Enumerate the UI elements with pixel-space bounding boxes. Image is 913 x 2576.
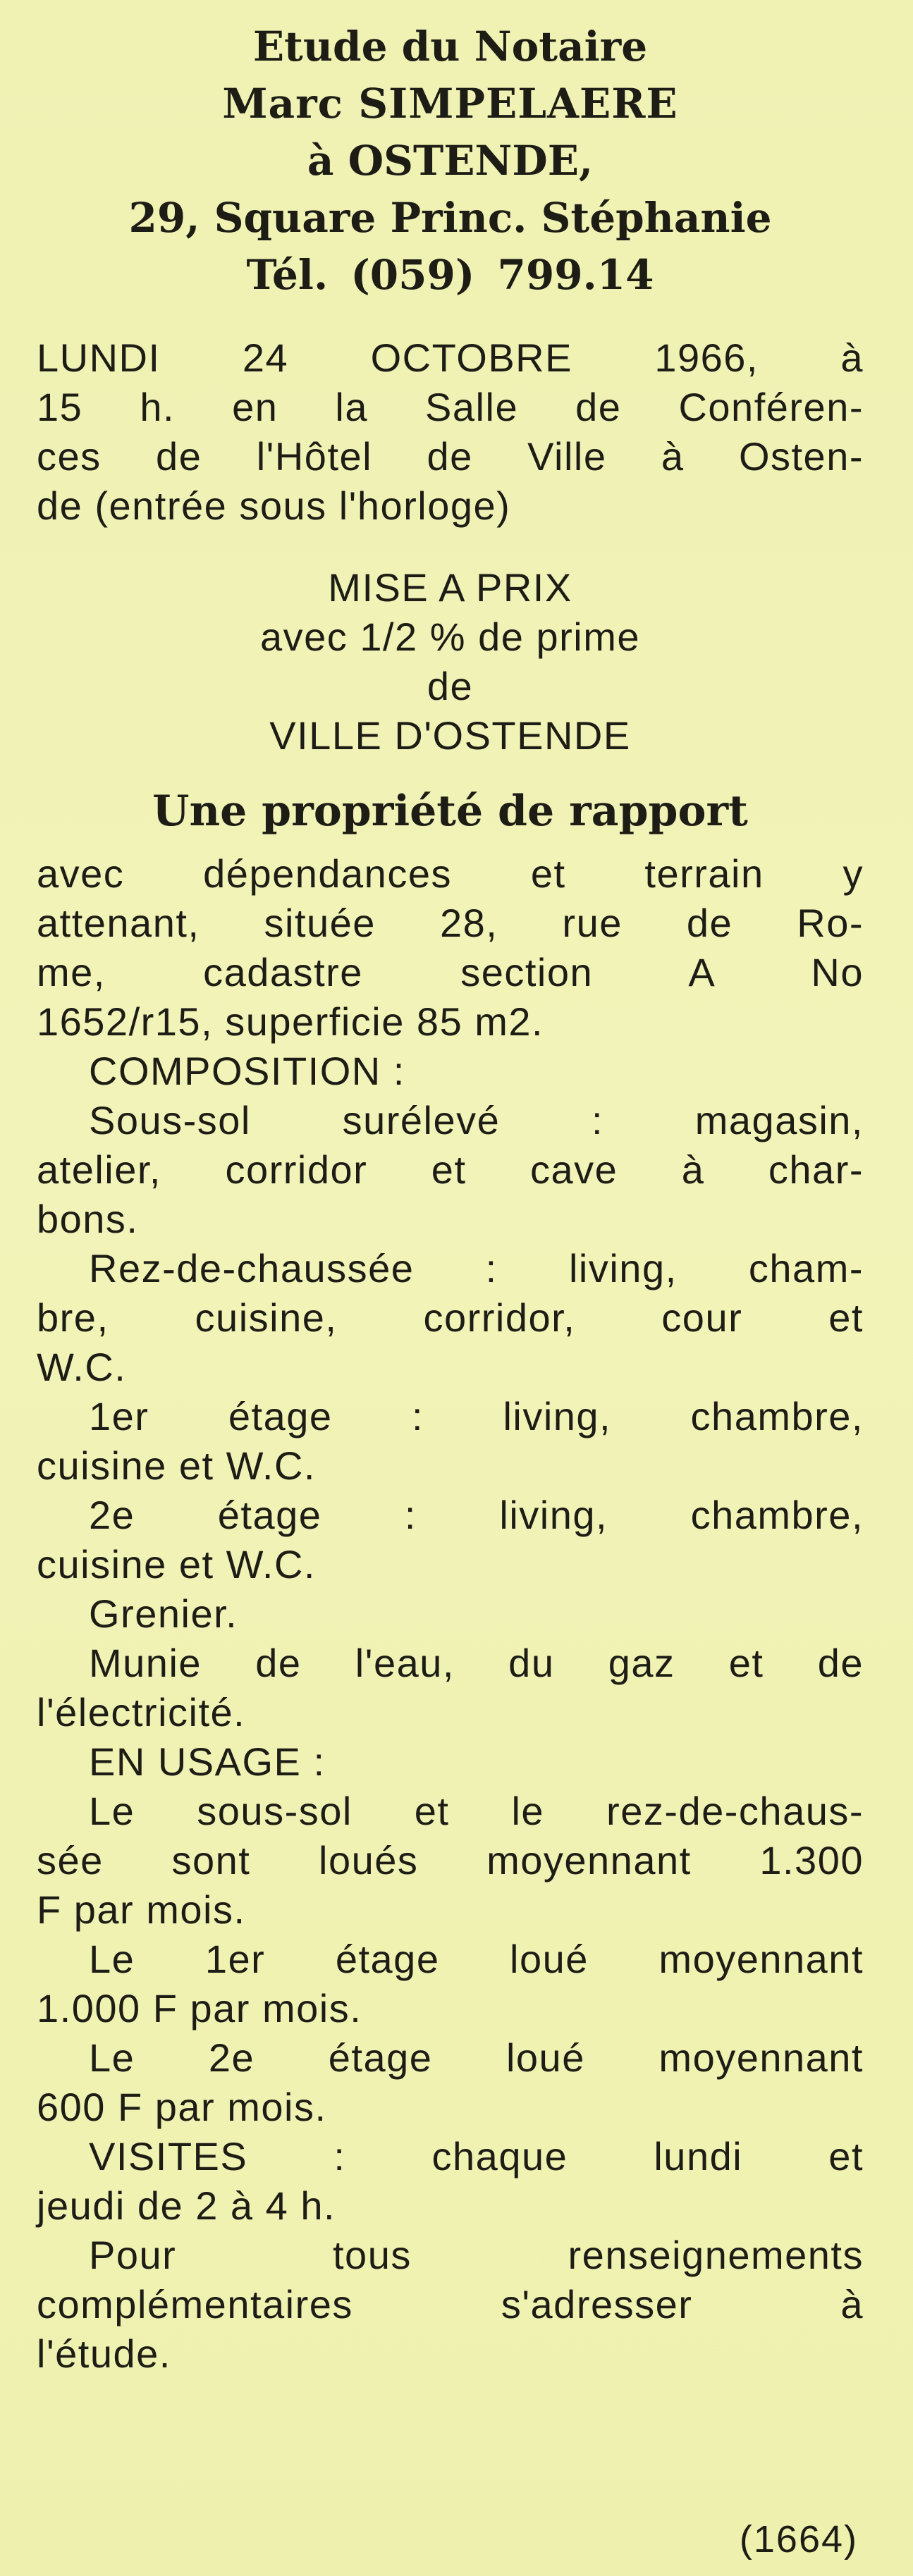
- description-line: Pour tous renseignements: [89, 2233, 864, 2277]
- description-line: avec dépendances et terrain y: [37, 851, 864, 896]
- description-line: EN USAGE :: [89, 1739, 326, 1784]
- notary-city: à OSTENDE,: [307, 137, 594, 185]
- description-line: VISITES : chaque lundi et: [89, 2134, 864, 2178]
- description-line: Le 2e étage loué moyennant: [89, 2035, 864, 2080]
- description-line: atelier, corridor et cave à char-: [37, 1147, 864, 1192]
- description-line: Le 1er étage loué moyennant: [89, 1937, 864, 1981]
- description-line: jeudi de 2 à 4 h.: [37, 2183, 336, 2228]
- description-line: W.C.: [37, 1345, 127, 1389]
- description-line: Munie de l'eau, du gaz et de: [89, 1641, 864, 1685]
- description-line: me, cadastre section A No: [37, 950, 864, 994]
- description-line: F par mois.: [37, 1887, 246, 1932]
- description-line: bre, cuisine, corridor, cour et: [37, 1295, 864, 1340]
- description-line: 1.000 F par mois.: [37, 1986, 362, 2030]
- mise-ville: VILLE D'OSTENDE: [269, 713, 631, 758]
- description-line: complémentaires s'adresser à: [37, 2282, 864, 2327]
- description-line: cuisine et W.C.: [37, 1443, 316, 1488]
- description-line: 1652/r15, superficie 85 m2.: [37, 999, 544, 1044]
- mise-prime: avec 1/2 % de prime: [260, 615, 640, 659]
- reference-number: (1664): [739, 2518, 858, 2560]
- description-line: 2e étage : living, chambre,: [89, 1493, 864, 1537]
- description-line: 1er étage : living, chambre,: [89, 1394, 864, 1438]
- description-line: Rez-de-chaussée : living, cham-: [89, 1246, 864, 1290]
- intro-line: de (entrée sous l'horloge): [37, 483, 511, 528]
- notary-header: [37, 18, 864, 304]
- mise-de: de: [427, 664, 474, 708]
- description-line: bons.: [37, 1197, 139, 1241]
- notary-name: Marc SIMPELAERE: [222, 80, 678, 128]
- notary-phone: Tél. (059) 799.14: [246, 251, 654, 299]
- notary-address: 29, Square Princ. Stéphanie: [128, 194, 772, 242]
- description-line: COMPOSITION :: [89, 1049, 405, 1093]
- description-line: Sous-sol surélevé : magasin,: [89, 1098, 864, 1142]
- intro-line: LUNDI 24 OCTOBRE 1966, à: [37, 335, 864, 380]
- mise-title: MISE A PRIX: [328, 565, 572, 610]
- property-title: Une propriété de rapport: [152, 787, 748, 836]
- intro-line: 15 h. en la Salle de Conféren-: [37, 385, 864, 429]
- description-line: l'étude.: [37, 2331, 171, 2376]
- description-line: 600 F par mois.: [37, 2085, 327, 2129]
- description-line: Le sous-sol et le rez-de-chaus-: [89, 1789, 864, 1833]
- description-line: Grenier.: [89, 1591, 238, 1636]
- sale-date-paragraph: [37, 333, 864, 531]
- header-title: Etude du Notaire: [252, 23, 648, 70]
- description-line: sée sont loués moyennant 1.300: [37, 1838, 864, 1882]
- description-line: attenant, située 28, rue de Ro-: [37, 901, 864, 945]
- mise-a-prix-block: [37, 563, 864, 760]
- description-line: l'électricité.: [37, 1690, 246, 1734]
- description-line: cuisine et W.C.: [37, 1542, 316, 1586]
- intro-line: ces de l'Hôtel de Ville à Osten-: [37, 434, 864, 479]
- property-description: [37, 849, 864, 2379]
